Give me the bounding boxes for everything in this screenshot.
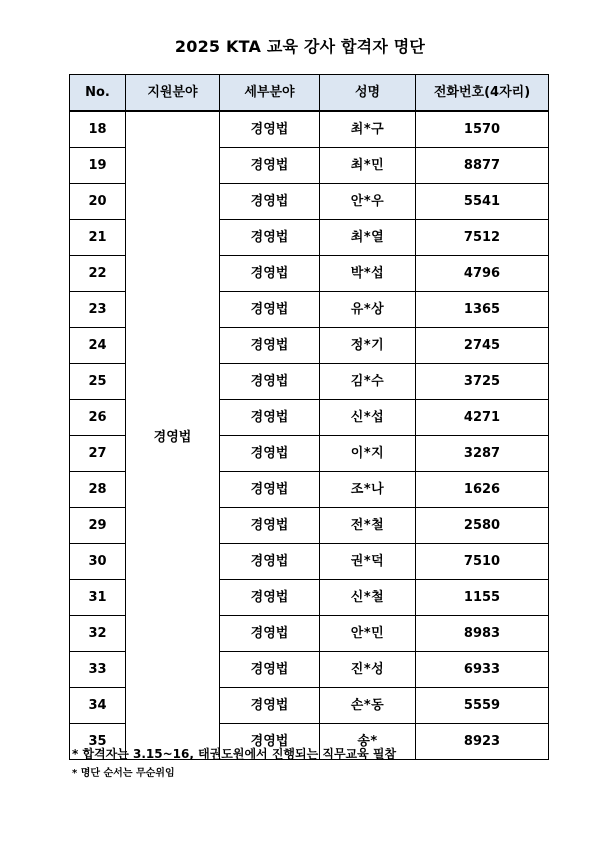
- cell-phone: 2580: [416, 508, 549, 544]
- cell-phone: 2745: [416, 328, 549, 364]
- cell-phone: 1626: [416, 472, 549, 508]
- cell-no: 21: [70, 220, 126, 256]
- cell-no: 31: [70, 580, 126, 616]
- cell-detail-field: 경영법: [220, 508, 320, 544]
- cell-detail-field: 경영법: [220, 364, 320, 400]
- cell-name: 유*상: [320, 292, 416, 328]
- cell-no: 33: [70, 652, 126, 688]
- header-support-field: 지원분야: [126, 75, 220, 112]
- cell-phone: 8923: [416, 724, 549, 760]
- cell-no: 25: [70, 364, 126, 400]
- cell-phone: 4271: [416, 400, 549, 436]
- cell-no: 20: [70, 184, 126, 220]
- cell-name: 최*민: [320, 148, 416, 184]
- cell-no: 34: [70, 688, 126, 724]
- cell-no: 19: [70, 148, 126, 184]
- cell-name: 정*기: [320, 328, 416, 364]
- roster-table: [69, 74, 549, 760]
- cell-detail-field: 경영법: [220, 148, 320, 184]
- cell-name: 박*섭: [320, 256, 416, 292]
- notes: [72, 745, 396, 783]
- table-row: [70, 111, 549, 148]
- cell-name: 송*: [320, 724, 416, 760]
- cell-no: 29: [70, 508, 126, 544]
- header-name: 성명: [320, 75, 416, 112]
- cell-name: 이*지: [320, 436, 416, 472]
- cell-name: 진*성: [320, 652, 416, 688]
- table-header-row: [70, 75, 549, 112]
- note-training-required: * 합격자는 3.15~16, 태권도원에서 진행되는 직무교육 필참: [72, 747, 397, 761]
- cell-name: 최*열: [320, 220, 416, 256]
- cell-no: 23: [70, 292, 126, 328]
- cell-detail-field: 경영법: [220, 688, 320, 724]
- cell-no: 18: [70, 111, 126, 148]
- cell-detail-field: 경영법: [220, 256, 320, 292]
- header-phone: 전화번호(4자리): [416, 75, 549, 112]
- cell-no: 27: [70, 436, 126, 472]
- cell-phone: 3725: [416, 364, 549, 400]
- page-title: 2025 KTA 교육 강사 합격자 명단: [174, 37, 426, 56]
- cell-name: 손*동: [320, 688, 416, 724]
- cell-name: 최*구: [320, 111, 416, 148]
- cell-detail-field: 경영법: [220, 400, 320, 436]
- cell-detail-field: 경영법: [220, 328, 320, 364]
- cell-detail-field: 경영법: [220, 616, 320, 652]
- cell-detail-field: 경영법: [220, 652, 320, 688]
- header-detail-field: 세부분야: [220, 75, 320, 112]
- cell-phone: 8877: [416, 148, 549, 184]
- cell-phone: 1365: [416, 292, 549, 328]
- cell-detail-field: 경영법: [220, 544, 320, 580]
- cell-no: 35: [70, 724, 126, 760]
- cell-phone: 8983: [416, 616, 549, 652]
- cell-detail-field: 경영법: [220, 472, 320, 508]
- cell-detail-field: 경영법: [220, 292, 320, 328]
- cell-name: 안*우: [320, 184, 416, 220]
- cell-phone: 7510: [416, 544, 549, 580]
- cell-name: 권*덕: [320, 544, 416, 580]
- cell-detail-field: 경영법: [220, 184, 320, 220]
- cell-name: 신*철: [320, 580, 416, 616]
- header-no: No.: [70, 75, 126, 112]
- cell-detail-field: 경영법: [220, 580, 320, 616]
- cell-no: 30: [70, 544, 126, 580]
- note-order: * 명단 순서는 무순위임: [72, 768, 175, 779]
- cell-phone: 1155: [416, 580, 549, 616]
- cell-phone: 3287: [416, 436, 549, 472]
- cell-phone: 1570: [416, 111, 549, 148]
- cell-support-field: 경영법: [126, 111, 220, 760]
- cell-no: 26: [70, 400, 126, 436]
- cell-detail-field: 경영법: [220, 724, 320, 760]
- cell-phone: 4796: [416, 256, 549, 292]
- cell-phone: 5541: [416, 184, 549, 220]
- cell-name: 조*나: [320, 472, 416, 508]
- cell-no: 32: [70, 616, 126, 652]
- cell-no: 22: [70, 256, 126, 292]
- cell-name: 김*수: [320, 364, 416, 400]
- cell-no: 28: [70, 472, 126, 508]
- cell-no: 24: [70, 328, 126, 364]
- cell-detail-field: 경영법: [220, 220, 320, 256]
- cell-name: 안*민: [320, 616, 416, 652]
- cell-phone: 6933: [416, 652, 549, 688]
- cell-phone: 5559: [416, 688, 549, 724]
- cell-phone: 7512: [416, 220, 549, 256]
- cell-detail-field: 경영법: [220, 111, 320, 148]
- cell-detail-field: 경영법: [220, 436, 320, 472]
- cell-name: 전*철: [320, 508, 416, 544]
- cell-name: 신*섭: [320, 400, 416, 436]
